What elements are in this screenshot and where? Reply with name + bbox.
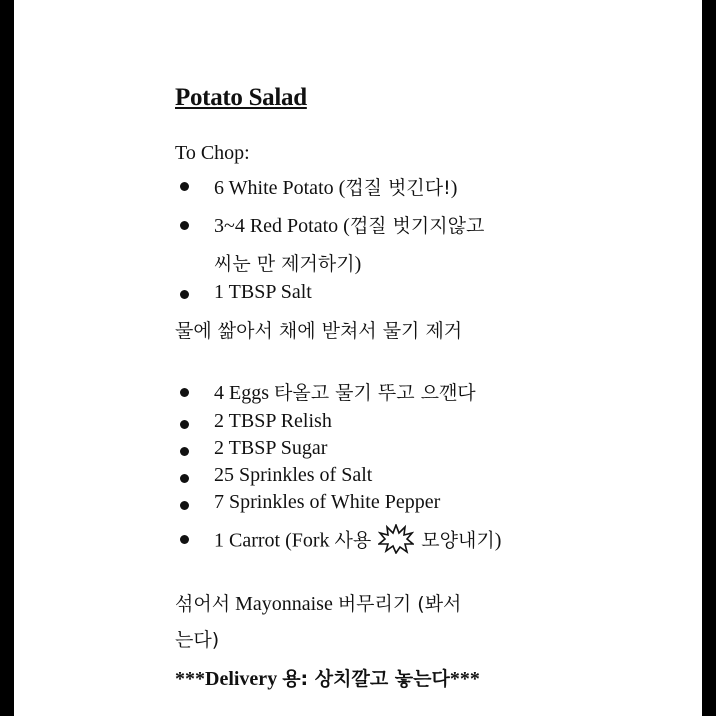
mix-instruction: 섞어서 Mayonnaise 버무리기 (봐서 <box>175 593 462 615</box>
list-item: 3~4 Red Potato (껍질 벗기지않고 <box>214 215 485 237</box>
list-item: 1 TBSP Salt <box>214 281 312 303</box>
list-item: 4 Eggs 타올고 물기 뚜고 으깬다 <box>214 382 476 404</box>
bullet-icon <box>180 474 189 483</box>
mix-instruction-continuation: 는다) <box>175 629 220 651</box>
to-chop-label: To Chop: <box>175 142 250 164</box>
list-item: 7 Sprinkles of White Pepper <box>214 491 441 513</box>
bullet-icon <box>180 388 189 397</box>
step-instruction: 물에 쌂아서 채에 받쳐서 물기 제거 <box>175 320 463 342</box>
list-item: 2 TBSP Sugar <box>214 437 328 459</box>
recipe-title: Potato Salad <box>175 84 307 111</box>
recipe-page <box>14 0 702 716</box>
list-item: 1 Carrot (Fork 사용 모양내기) <box>214 524 501 560</box>
bullet-icon <box>180 535 189 544</box>
list-item: 2 TBSP Relish <box>214 410 332 432</box>
bullet-icon <box>180 447 189 456</box>
bullet-icon <box>180 290 189 299</box>
list-item: 25 Sprinkles of Salt <box>214 464 373 486</box>
list-item-continuation: 씨눈 만 제거하기) <box>214 253 362 275</box>
bullet-icon <box>180 221 189 230</box>
bullet-icon <box>180 501 189 510</box>
delivery-note: ***Delivery 용: 상치깔고 놓는다*** <box>175 668 480 690</box>
bullet-icon <box>180 182 189 191</box>
bullet-icon <box>180 420 189 429</box>
starburst-icon <box>378 524 414 560</box>
list-item: 6 White Potato (껍질 벗긴다!) <box>214 177 458 199</box>
